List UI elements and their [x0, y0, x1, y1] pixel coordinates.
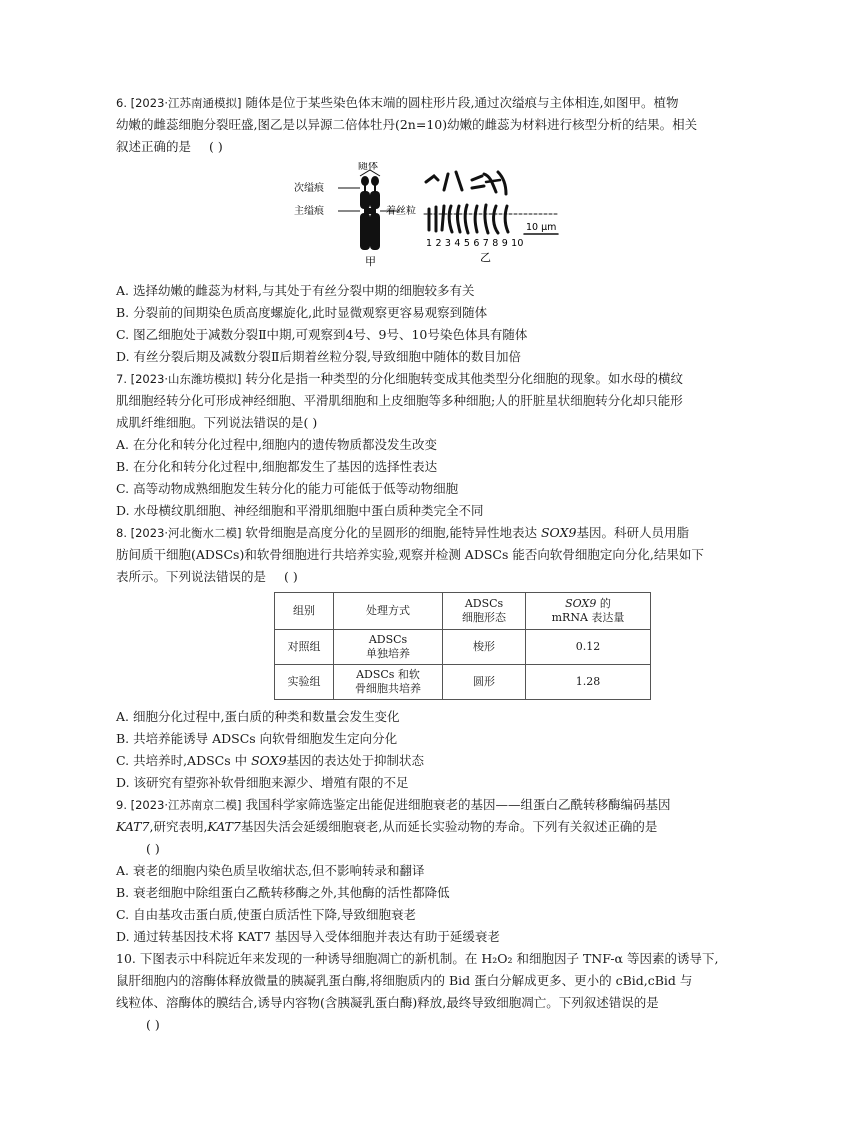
- question-6: [116, 92, 748, 368]
- table-header-row: [275, 593, 651, 630]
- question-stem: 线粒体、溶酶体的膜结合,诱导内容物(含胰凝乳蛋白酶)释放,最终导致细胞凋亡。下列叙述错误的是: [116, 995, 659, 1010]
- question-source: 7. [2023·山东潍坊模拟]: [116, 372, 242, 386]
- table-row: 对照组 ADSCs 单独培养 梭形 0.12: [275, 630, 651, 665]
- question-stem: 成肌纤维细胞。下列说法错误的是( ): [116, 415, 318, 430]
- question-stem: 转分化是指一种类型的分化细胞转变成其他类型分化细胞的现象。如水母的横纹: [245, 371, 684, 386]
- option-b: B. 分裂前的间期染色质高度螺旋化,此时显微观察更容易观察到随体: [116, 305, 488, 320]
- gene-name: KAT7: [116, 819, 150, 834]
- question-10: [116, 948, 748, 1036]
- label-centromere: 着丝粒: [386, 206, 416, 217]
- chromosome-numbers: 1 2 3 4 5 6 7 8 9 10: [426, 238, 524, 249]
- chromosome-figure: [116, 162, 748, 274]
- label-yi: 乙: [480, 251, 491, 264]
- answer-blank: ( ): [146, 1017, 160, 1032]
- chromosome-diagram: [286, 162, 576, 274]
- table-row: 实验组 ADSCs 和软 骨细胞共培养 圆形 1.28: [275, 665, 651, 700]
- question-8: [116, 522, 748, 794]
- question-stem: 幼嫩的雌蕊细胞分裂旺盛,图乙是以异源二倍体牡丹(2n=10)幼嫩的雌蕊为材料进行核型分析的结果。相关: [116, 117, 698, 132]
- gene-name: SOX9: [540, 525, 577, 540]
- answer-blank: ( ): [284, 569, 298, 584]
- option-d: D. 通过转基因技术将 KAT7 基因导入受体细胞并表达有助于延缓衰老: [116, 929, 500, 944]
- table-header: SOX9 的 mRNA 表达量: [526, 593, 651, 630]
- option-a: A. 细胞分化过程中,蛋白质的种类和数量会发生变化: [116, 709, 400, 724]
- option-a: A. 在分化和转分化过程中,细胞内的遗传物质都没发生改变: [116, 437, 437, 452]
- question-stem: 表所示。下列说法错误的是: [116, 569, 267, 584]
- question-9: 9. [2023·江苏南京二模] 我国科学家筛选鉴定出能促进细胞衰老的基因——组蛋白乙酰转移酶编码基因 KAT7,研究表明,KAT7基因失活会延缓细胞衰老,从而延长实验动物的寿命。下列有关叙述正确的是 ( ) A. 衰老的细胞内染色质呈收缩状态,但不影响转录和翻译 B. 衰老细胞中除组蛋白乙酰转移酶之外,其他酶的活性都降低 C. 自由基攻击蛋白质,使蛋白质活性下降,导致细胞衰老 D. 通过转基因技术将 KAT7 基因导入受体细胞并表达有助于延缓衰老: [116, 794, 748, 948]
- question-stem: 10. 下图表示中科院近年来发现的一种诱导细胞凋亡的新机制。在 H₂O₂ 和细胞因子 TNF-α 等因素的诱导下,: [116, 951, 719, 966]
- question-source: 6. [2023·江苏南通模拟]: [116, 96, 242, 110]
- table-header: 组别: [275, 593, 334, 630]
- question-stem: 软骨细胞是高度分化的呈圆形的细胞,能特异性地表达: [245, 525, 537, 540]
- option-b: B. 衰老细胞中除组蛋白乙酰转移酶之外,其他酶的活性都降低: [116, 885, 450, 900]
- option-c: C. 共培养时,ADSCs 中 SOX9基因的表达处于抑制状态: [116, 753, 425, 768]
- table-header: ADSCs 细胞形态: [443, 593, 526, 630]
- table-header: 处理方式: [334, 593, 443, 630]
- answer-blank: ( ): [209, 139, 223, 154]
- label-secondary-constriction: 次缢痕: [294, 183, 324, 194]
- option-a: A. 衰老的细胞内染色质呈收缩状态,但不影响转录和翻译: [116, 863, 425, 878]
- question-stem: 随体是位于某些染色体末端的圆柱形片段,通过次缢痕与主体相连,如图甲。植物: [245, 95, 679, 110]
- label-primary-constriction: 主缢痕: [294, 206, 324, 217]
- option-c: C. 高等动物成熟细胞发生转分化的能力可能低于低等动物细胞: [116, 481, 459, 496]
- exam-page: [116, 92, 748, 1036]
- results-table: [274, 592, 651, 700]
- question-stem: 我国科学家筛选鉴定出能促进细胞衰老的基因——组蛋白乙酰转移酶编码基因: [245, 797, 671, 812]
- question-stem: 肌细胞经转分化可形成神经细胞、平滑肌细胞和上皮细胞等多种细胞;人的肝脏星状细胞转分化却只能形: [116, 393, 683, 408]
- option-c: C. 自由基攻击蛋白质,使蛋白质活性下降,导致细胞衰老: [116, 907, 417, 922]
- option-d: D. 有丝分裂后期及减数分裂Ⅱ后期着丝粒分裂,导致细胞中随体的数目加倍: [116, 349, 521, 364]
- option-d: D. 该研究有望弥补软骨细胞来源少、增殖有限的不足: [116, 775, 409, 790]
- answer-blank: ( ): [146, 841, 160, 856]
- question-stem: 叙述正确的是: [116, 139, 192, 154]
- option-c: C. 图乙细胞处于减数分裂Ⅱ中期,可观察到4号、9号、10号染色体具有随体: [116, 327, 528, 342]
- question-stem: 肪间质干细胞(ADSCs)和软骨细胞进行共培养实验,观察并检测 ADSCs 能否向软骨细胞定向分化,结果如下: [116, 547, 704, 562]
- question-stem: 鼠肝细胞内的溶酶体释放微量的胰凝乳蛋白酶,将细胞质内的 Bid 蛋白分解成更多、更小的 cBid,cBid 与: [116, 973, 693, 988]
- option-a: A. 选择幼嫩的雌蕊为材料,与其处于有丝分裂中期的细胞较多有关: [116, 283, 475, 298]
- label-satellite: 随体: [358, 162, 378, 172]
- question-source: 8. [2023·河北衡水二模]: [116, 526, 242, 540]
- scale-bar-label: 10 μm: [526, 222, 557, 233]
- question-source: 9. [2023·江苏南京二模]: [116, 798, 242, 812]
- option-b: B. 共培养能诱导 ADSCs 向软骨细胞发生定向分化: [116, 731, 398, 746]
- label-jia: 甲: [365, 255, 376, 268]
- question-7: [116, 368, 748, 522]
- question-stem: 基因。科研人员用脂: [576, 525, 689, 540]
- option-d: D. 水母横纹肌细胞、神经细胞和平滑肌细胞中蛋白质种类完全不同: [116, 503, 484, 518]
- option-b: B. 在分化和转分化过程中,细胞都发生了基因的选择性表达: [116, 459, 438, 474]
